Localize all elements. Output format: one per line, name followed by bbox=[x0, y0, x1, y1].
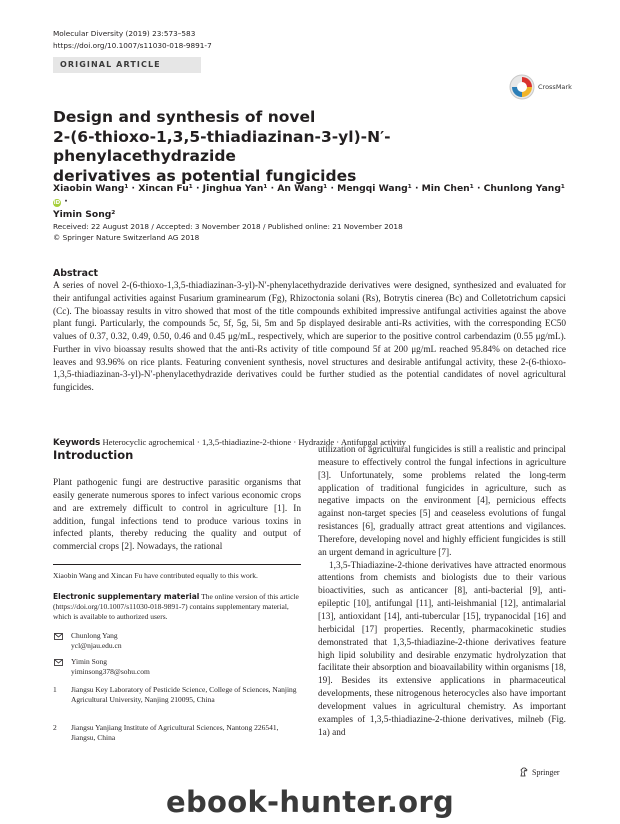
affiliation-1: Jiangsu Key Laboratory of Pesticide Science, College of Sciences, Nanjing Agricultural University, Nanjing 210095, China bbox=[71, 685, 297, 705]
orcid-icon[interactable]: iD bbox=[53, 200, 61, 206]
email-icon bbox=[54, 633, 63, 640]
affiliation-2: Jiangsu Yanjiang Institute of Agricultural Sciences, Nantong 226541, Jiangsu, China bbox=[71, 723, 279, 743]
crossmark-icon bbox=[509, 74, 535, 100]
contact-name-1: Chunlong Yang bbox=[71, 631, 118, 640]
title-line-1: Design and synthesis of novel bbox=[53, 108, 316, 126]
intro-right-column bbox=[318, 444, 566, 739]
springer-horse-icon bbox=[519, 767, 529, 777]
article-type-badge: ORIGINAL ARTICLE bbox=[53, 57, 201, 73]
author-list bbox=[53, 182, 573, 221]
footnote-equal-contribution: Xiaobin Wang and Xincan Fu have contributed equally to this work. bbox=[53, 571, 258, 580]
contact-email-1[interactable]: ycl@njau.edu.cn bbox=[71, 641, 122, 650]
publisher-name: Springer bbox=[532, 767, 560, 777]
watermark: ebook-hunter.org bbox=[165, 785, 455, 819]
title-line-3: derivatives as potential fungicides bbox=[53, 166, 357, 185]
contact-email-2[interactable]: yiminsong378@sohu.com bbox=[71, 667, 150, 676]
crossmark-label: CrossMark bbox=[538, 83, 572, 91]
intro-paragraph-1: utilization of agricultural fungicides is still a realistic and principal measure to effectively control the fungal infections in agriculture [3]. Unfortunately, some problems related the long-term application of traditional fungicides in agriculture, such as negative impacts on the environment [4], pernicious effects against non-target species [5] and ceaseless evolutions of fungal resistances [6], gradually attract great attentions and vigilances. Therefore, developing novel and highly efficient fungicides is still an urgent demand in agriculture [7]. bbox=[318, 445, 566, 558]
intro-left-column: Plant pathogenic fungi are destructive parasitic organisms that easily generate numerous spores to infect various economic crops and are extremely difficult to control in agriculture [1]. In addition, fungal infections tend to produce various toxins in infected plants, thereby reducing the quality and output of commercial crops [2]. Nowadays, the rational bbox=[53, 478, 301, 553]
supplementary-text: The online version of this article (https://doi.org/10.1007/s11030-018-9891-7) contains supplementary material, which is available to authorized users. bbox=[53, 592, 299, 622]
publication-dates bbox=[53, 222, 403, 243]
email-icon bbox=[54, 659, 63, 666]
publisher-logo bbox=[519, 767, 560, 777]
supplementary-label: Electronic supplementary material bbox=[53, 592, 200, 601]
section-heading-introduction: Introduction bbox=[53, 448, 134, 462]
crossmark-button[interactable] bbox=[509, 74, 572, 100]
authors-line-2: Yimin Song² bbox=[53, 209, 116, 220]
title-line-2: 2-(6-thioxo-1,3,5-thiadiazinan-3-yl)-N′-phenylacethydrazide bbox=[53, 127, 391, 165]
journal-citation: Molecular Diversity (2019) 23:573–583 bbox=[53, 29, 196, 38]
authors-line-1: Xiaobin Wang¹ · Xincan Fu¹ · Jinghua Yan¹ · An Wang¹ · Mengqi Wang¹ · Min Chen¹ · Chunlong Yang¹ bbox=[53, 183, 565, 194]
copyright: © Springer Nature Switzerland AG 2018 bbox=[53, 232, 200, 242]
doi-link[interactable]: https://doi.org/10.1007/s11030-018-9891-7 bbox=[53, 41, 212, 50]
abstract-heading: Abstract bbox=[53, 268, 99, 279]
abstract-body: A series of novel 2-(6-thioxo-1,3,5-thiadiazinan-3-yl)-N′-phenylacethydrazide derivatives were designed, synthesized and evaluated for their antifungal activities against Fusarium graminearum (Fg), Rhizoctonia solani (Rs), Botrytis cinerea (Bc) and Colletotrichum capsici (Cc). The bioassay results in vitro showed that most of the title compounds exhibited impressive antifungal activities against the above plant fungi. Particularly, the compounds 5c, 5f, 5g, 5i, 5m and 5p displayed desirable anti-Rs activities, with the corresponding EC50 values of 0.37, 0.32, 0.49, 0.50, 0.46 and 0.45 μg/mL, respectively, which are superior to the positive control carbendazim (0.55 μg/mL). Further in vivo bioassay results showed that the anti-Rs activity of title compound 5f at 200 μg/mL reached 95.84% on detached rice leaves and 93.96% on rice plants. Featuring convenient synthesis, novel structures and desirable antifungal activity, these 2-(6-thioxo-1,3,5-thiadiazinan-3-yl)-N′-phenylacethydrazide derivatives could be further studied as the potential candidates of novel agricultural fungicides. bbox=[53, 281, 566, 393]
keywords-text: Heterocyclic agrochemical · 1,3,5-thiadiazine-2-thione · Hydrazide · Antifungal activity bbox=[102, 437, 406, 447]
footnote-supplementary bbox=[53, 592, 301, 623]
affiliation-number-1: 1 bbox=[53, 685, 57, 694]
affiliation-number-2: 2 bbox=[53, 723, 57, 732]
keywords-label: Keywords bbox=[53, 438, 101, 448]
intro-paragraph-2: 1,3,5-Thiadiazine-2-thione derivatives have attracted enormous attentions from chemists and biologists due to their various bioactivities, such as anticancer [8], anti-bacterial [9], anti-epileptic [10], antifungal [11], anti-leishmanial [12], antimalarial [13], antioxidant [14], anti-tubercular [15], trypanocidal [16] and herbicidal [17] properties. Recently, pharmacokinetic studies demonstrated that 1,3,5-thiadiazine-2-thione derivatives feature high lipid solubility and desirable enzymatic hydrolyzation that facilitate their absorption and bioavailability within organisms [18, 19]. Besides its extensive applications in pharmaceutical developments, these nitrogenous heterocycles also have important development values in agricultural chemistry. As important examples of 1,3,5-thiadiazine-2-thione derivatives, milneb (Fig. 1a) and bbox=[318, 560, 566, 738]
footnote-divider bbox=[53, 564, 301, 565]
contact-name-2: Yimin Song bbox=[71, 657, 108, 666]
article-title bbox=[53, 108, 553, 186]
author-separator: · bbox=[64, 196, 68, 207]
date-history: Received: 22 August 2018 / Accepted: 3 November 2018 / Published online: 21 November 2018 bbox=[53, 222, 403, 231]
